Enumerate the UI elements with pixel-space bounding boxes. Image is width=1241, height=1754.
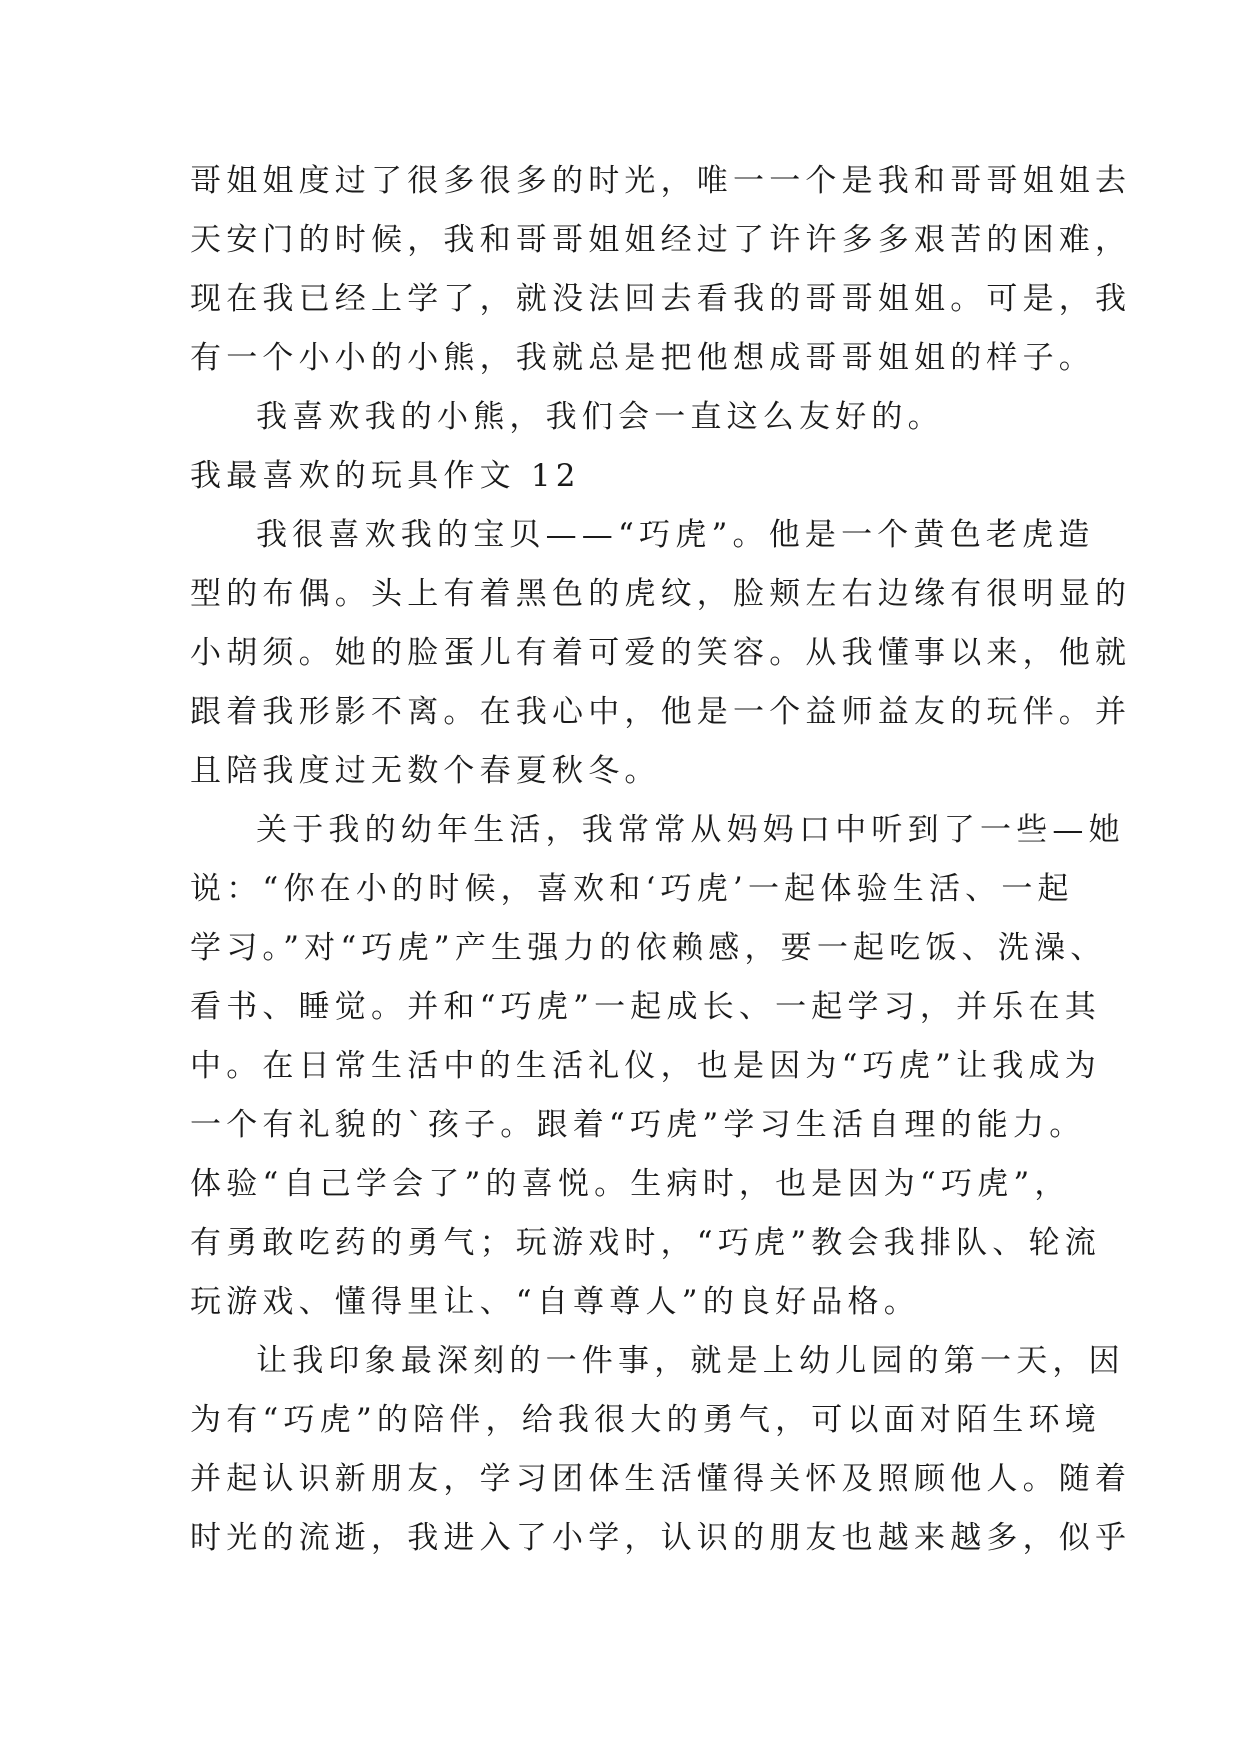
text-line: 我喜欢我的小熊，我们会一直这么友好的。: [256, 399, 944, 435]
text-line: 为有“巧虎”的陪伴，给我很大的勇气，可以面对陌生环境: [190, 1402, 1101, 1438]
text-line: 一个有礼貌的`孩子。跟着“巧虎”学习生活自理的能力。: [190, 1107, 1086, 1143]
text-line: 让我印象最深刻的一件事，就是上幼儿园的第一天，因: [256, 1343, 1125, 1379]
text-line: 关于我的幼年生活，我常常从妈妈口中听到了一些—她: [256, 812, 1125, 848]
text-line: 跟着我形影不离。在我心中，他是一个益师益友的玩伴。并: [190, 694, 1132, 730]
document-page: [190, 152, 1132, 1568]
text-line: 玩游戏、懂得里让、“自尊尊人”的良好品格。: [190, 1284, 920, 1320]
text-line: 中。在日常生活中的生活礼仪，也是因为“巧虎”让我成为: [190, 1048, 1101, 1084]
text-line: 小胡须。她的脸蛋儿有着可爱的笑容。从我懂事以来，他就: [190, 635, 1132, 671]
text-line: 有勇敢吃药的勇气；玩游戏时，“巧虎”教会我排队、轮流: [190, 1225, 1101, 1261]
text-line: 哥姐姐度过了很多很多的时光，唯一一个是我和哥哥姐姐去: [190, 163, 1132, 199]
text-line: 体验“自己学会了”的喜悦。生病时，也是因为“巧虎”，: [190, 1166, 1071, 1202]
text-line: 我很喜欢我的宝贝——“巧虎”。他是一个黄色老虎造: [256, 517, 1095, 553]
text-line: 型的布偶。头上有着黑色的虎纹，脸颊左右边缘有很明显的: [190, 576, 1132, 612]
text-line: 有一个小小的小熊，我就总是把他想成哥哥姐姐的样子。: [190, 340, 1095, 376]
text-line: 现在我已经上学了，就没法回去看我的哥哥姐姐。可是，我: [190, 281, 1132, 317]
text-line: 并起认识新朋友，学习团体生活懂得关怀及照顾他人。随着: [190, 1461, 1132, 1497]
text-line: 学习。”对“巧虎”产生强力的依赖感，要一起吃饭、洗澡、: [190, 930, 1107, 966]
text-line: 看书、睡觉。并和“巧虎”一起成长、一起学习，并乐在其: [190, 989, 1101, 1025]
text-line: 天安门的时候，我和哥哥姐姐经过了许许多多艰苦的困难，: [190, 222, 1132, 258]
text-line: 时光的流逝，我进入了小学，认识的朋友也越来越多，似乎: [190, 1520, 1132, 1556]
section-heading: 我最喜欢的玩具作文 12: [190, 458, 581, 494]
text-line: 说：“你在小的时候，喜欢和‘巧虎’一起体验生活、一起: [190, 871, 1074, 907]
text-line: 且陪我度过无数个春夏秋冬。: [190, 753, 661, 789]
